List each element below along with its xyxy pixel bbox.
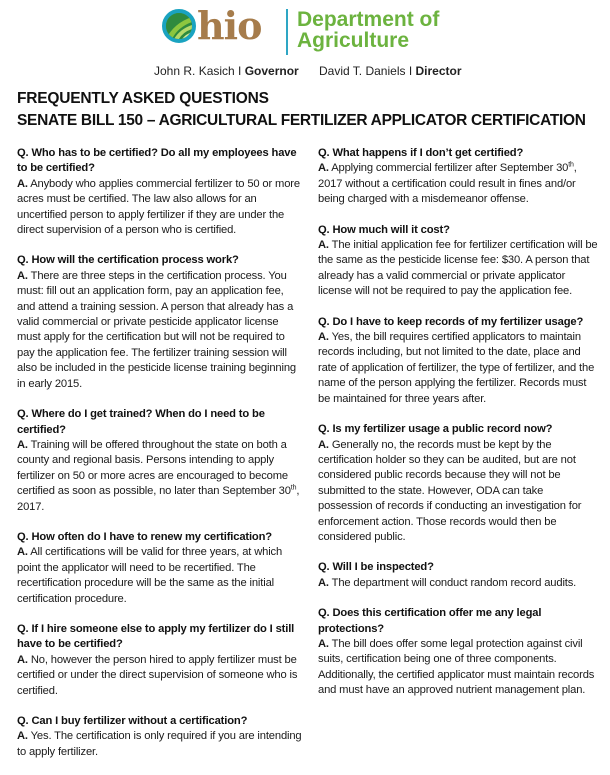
ohio-wordmark: hio <box>197 3 262 48</box>
faq-answer: A. The initial application fee for fertilizer certification will be the same as the pesticide license fee: $30. A person that already has a valid commercial or private applicator license will not be required to pay the application fee. <box>318 239 598 298</box>
faq-item <box>318 422 598 545</box>
faq-question: Q. Who has to be certified? Do all my employees have to be certified? <box>17 147 297 175</box>
faq-question: Q. Does this certification offer me any legal protections? <box>318 607 542 635</box>
faq-left-column <box>17 146 302 775</box>
page-subtitle: SENATE BILL 150 – AGRICULTURAL FERTILIZER APPLICATOR CERTIFICATION <box>17 112 586 129</box>
faq-item <box>318 146 598 208</box>
faq-item <box>17 253 302 392</box>
faq-answer: A. Anybody who applies commercial fertilizer to 50 or more acres must be certified. The law also allows for an uncertified person to apply fertilizer if they are under the direct supervision of a person who is certified. <box>17 177 300 237</box>
faq-item <box>318 560 598 591</box>
department-name <box>297 9 439 51</box>
faq-item <box>17 622 302 699</box>
ohio-logo <box>162 3 262 48</box>
faq-answer: A. Yes. The certification is only required if you are intending to apply fertilizer. <box>17 730 302 758</box>
faq-question: Q. Is my fertilizer usage a public record now? <box>318 423 553 436</box>
faq-item <box>318 223 598 300</box>
governor-credit <box>154 64 299 78</box>
ohio-field-icon <box>162 9 196 43</box>
faq-answer: A. Training will be offered throughout the state on both a county and regional basis. Persons intending to apply fertilizer on 50 or more acres are encouraged to become certified as soon as possible, no later than September 30th, 2017. <box>17 438 300 513</box>
faq-answer: A. The bill does offer some legal protection against civil suits, certification being one of three components. Additionally, the certified applicator must maintain records and must have an approved nutrient management plan. <box>318 637 595 697</box>
faq-question: Q. How will the certification process work? <box>17 254 239 267</box>
letterhead <box>0 0 610 82</box>
logo-divider <box>286 9 288 55</box>
department-line-2: Agriculture <box>297 29 410 52</box>
faq-answer: A. There are three steps in the certification process. You must: fill out an application form, pay an application fee, and attend a training session. A person that already has a valid commercial or private pesticide applicator license must apply for the certification but will not be required to pay the application fee. The fertilizer training session will also be included in the pesticide license training beginning in early 2015. <box>17 269 296 390</box>
faq-question: Q. What happens if I don’t get certified? <box>318 147 524 159</box>
faq-answer: A. Yes, the bill requires certified applicators to maintain records including, but not limited to the date, place and rate of application of fertilizer, the type of fertilizer, and the name of the person applying the fertilizer. Records must be maintained for three years after. <box>318 331 595 405</box>
faq-item <box>17 407 302 515</box>
faq-item <box>17 530 302 607</box>
governor-title: Governor <box>244 64 299 78</box>
governor-name: John R. Kasich I <box>154 64 245 78</box>
faq-item <box>17 714 302 760</box>
faq-answer: A. Generally no, the records must be kept by the certification holder so they can be audited, but are not considered public records because they will not be submitted to the state. However, ODA can take possession of records if conducting an investigation for enforcement action. Those records would then be considered public. <box>318 438 582 543</box>
faq-question: Q. If I hire someone else to apply my fertilizer do I still have to be certified? <box>17 622 295 651</box>
faq-question: Q. Will I be inspected? <box>318 561 434 574</box>
faq-question: Q. How much will it cost? <box>318 223 450 236</box>
faq-answer: A. No, however the person hired to apply fertilizer must be certified or under the direct supervision of someone who is certified. <box>17 653 298 697</box>
faq-right-column <box>318 146 598 714</box>
faq-question: Q. Where do I get trained? When do I need to be certified? <box>17 408 265 436</box>
faq-question: Q. How often do I have to renew my certification? <box>17 530 272 543</box>
faq-answer: A. The department will conduct random record audits. <box>318 576 577 589</box>
faq-item <box>318 315 598 407</box>
faq-item <box>318 606 598 698</box>
director-credit <box>319 64 462 78</box>
page-title: FREQUENTLY ASKED QUESTIONS <box>17 90 269 107</box>
director-title: Director <box>415 64 462 78</box>
director-name: David T. Daniels I <box>319 64 416 78</box>
department-line-1: Department of <box>297 8 440 31</box>
faq-item <box>17 146 302 238</box>
faq-question: Q. Can I buy fertilizer without a certification? <box>17 715 248 727</box>
faq-question: Q. Do I have to keep records of my fertilizer usage? <box>318 315 584 328</box>
faq-answer: A. Applying commercial fertilizer after September 30th, 2017 without a certification could result in fines and/or being charged with a misdemeanor offense. <box>318 161 577 206</box>
faq-answer: A. All certifications will be valid for three years, at which point the applicator will need to be recertified. The recertification procedure will be the same as the initial certification procedure. <box>17 546 283 605</box>
